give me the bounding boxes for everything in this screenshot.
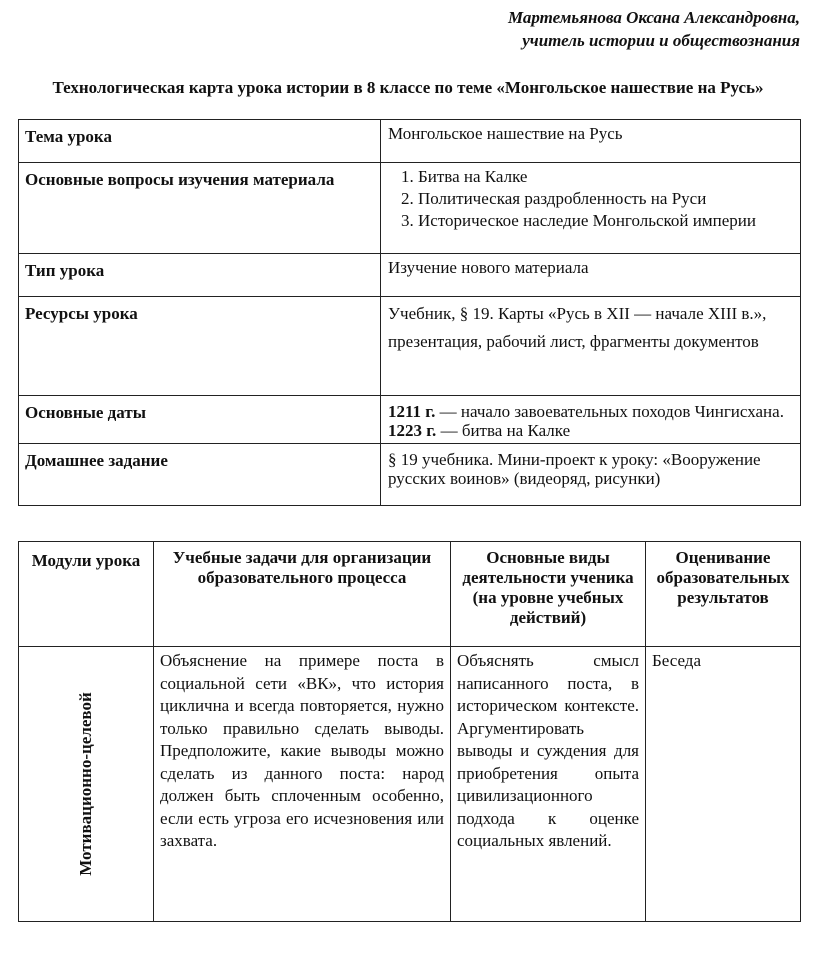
- lesson-type-label: Тип урока: [19, 254, 381, 297]
- document-title: Технологическая карта урока истории в 8 классе по теме «Монгольское нашествие на Русь»: [52, 78, 764, 97]
- info-row-topic: [19, 120, 801, 163]
- questions-list: [388, 166, 793, 232]
- author-name: Мартемьянова Оксана Александровна,: [508, 8, 800, 27]
- questions-value: [381, 163, 801, 254]
- module-tasks: Объяснение на примере поста в социальной сети «ВК», что история циклична и всегда повторяется, нужно только правильно сделать выводы. Предположите, какие выводы можно сделать из данного поста: народ должен быть сплоченным особенно, если есть угроза его исчезновения или захвата.: [154, 647, 451, 922]
- author-block: [508, 6, 800, 52]
- date-1211: 1211 г.: [388, 402, 436, 421]
- info-row-homework: [19, 444, 801, 506]
- topic-value: Монгольское нашествие на Русь: [381, 120, 801, 163]
- homework-value: § 19 учебника. Мини-проект к уроку: «Вооружение русских воинов» (видеоряд, рисунки): [381, 444, 801, 506]
- resources-label: Ресурсы урока: [19, 297, 381, 396]
- homework-label: Домашнее задание: [19, 444, 381, 506]
- col-header-assessment: Оценивание образовательных результатов: [646, 542, 801, 647]
- module-assessment: Беседа: [646, 647, 801, 922]
- modules-table: [18, 541, 801, 922]
- date-1223: 1223 г.: [388, 421, 437, 440]
- module-name: Мотивационно-целевой: [75, 692, 95, 876]
- questions-label: Основные вопросы изучения материала: [19, 163, 381, 254]
- date-1211-desc: — начало завоевательных походов Чингисхана.: [435, 402, 784, 421]
- module-name-cell: [19, 647, 154, 922]
- lesson-info-table: [18, 119, 801, 506]
- lesson-type-value: Изучение нового материала: [381, 254, 801, 297]
- dates-label: Основные даты: [19, 396, 381, 444]
- info-row-dates: [19, 396, 801, 444]
- col-header-tasks: Учебные задачи для организации образовательного процесса: [154, 542, 451, 647]
- modules-header-row: [19, 542, 801, 647]
- topic-label: Тема урока: [19, 120, 381, 163]
- col-header-modules: Модули урока: [19, 542, 154, 647]
- question-item: 1. Битва на Калке: [418, 166, 793, 188]
- module-row: [19, 647, 801, 922]
- module-activities: Объяснять смысл написанного поста, в историческом контексте. Аргументировать выводы и суждения для приобретения опыта цивилизационного подхода к оценке социальных явлений.: [451, 647, 646, 922]
- question-item: 2. Политическая раздробленность на Руси: [418, 188, 793, 210]
- info-row-resources: [19, 297, 801, 396]
- dates-value: [381, 396, 801, 444]
- info-row-questions: [19, 163, 801, 254]
- resources-value: Учебник, § 19. Карты «Русь в XII — начале XIII в.», презентация, рабочий лист, фрагменты документов: [381, 297, 801, 396]
- date-1223-desc: — битва на Калке: [436, 421, 571, 440]
- author-role: учитель истории и обществознания: [522, 31, 800, 50]
- question-item: 3. Историческое наследие Монгольской империи: [418, 210, 793, 232]
- col-header-activities: Основные виды деятельности ученика (на уровне учебных действий): [451, 542, 646, 647]
- info-row-lesson-type: [19, 254, 801, 297]
